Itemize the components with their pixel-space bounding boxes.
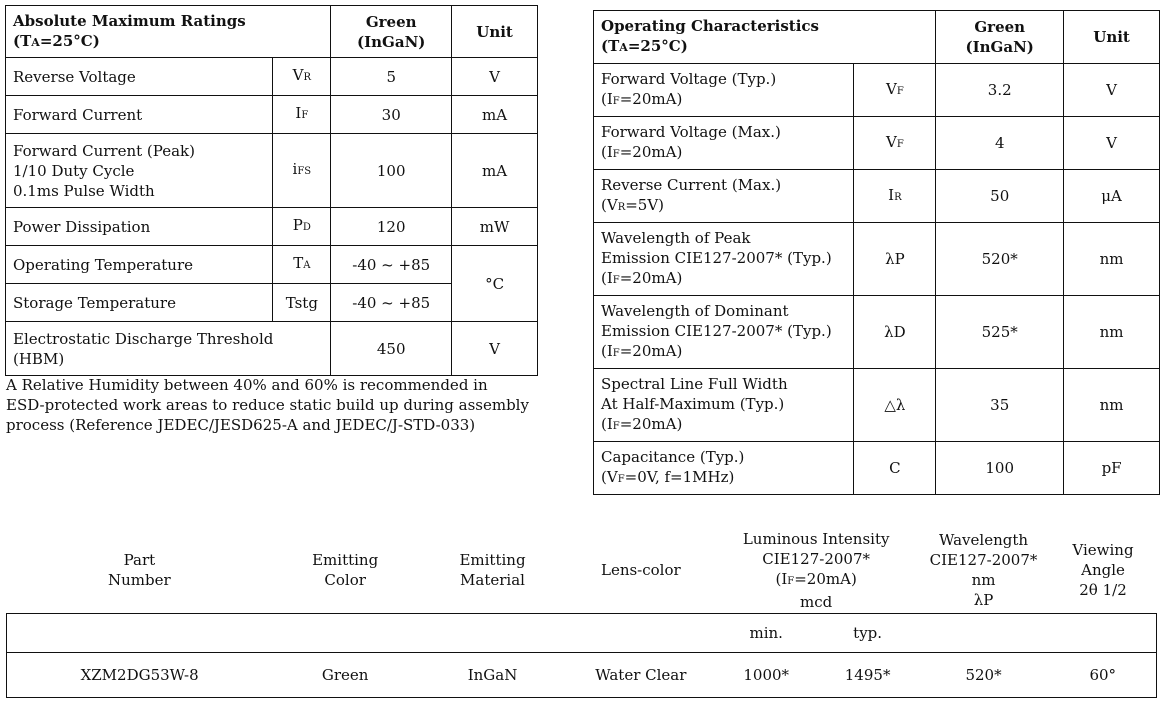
cond-post: =20mA) [619,268,683,287]
value-cell: 100 [331,134,452,208]
symbol-sub: A [303,260,311,271]
value-cell: 120 [331,208,452,246]
param-line: 1/10 Duty Cycle [13,161,135,180]
param-cell [594,223,854,296]
amr-header-row [6,6,538,58]
table-row [6,246,538,284]
symbol-cell [854,170,936,223]
oc-green-label: Green [974,18,1026,36]
cond-pre: (I [775,569,788,588]
param-condition [601,341,846,364]
oc-green-header [936,11,1064,64]
symbol-cell [273,246,331,284]
param-line: Forward Voltage (Max.) [601,122,781,141]
typ-subheader: typ. [818,614,918,653]
param-cell: Forward Current [6,96,273,134]
cond-sub: F [612,95,620,107]
param-line: At Half-Maximum (Typ.) [601,394,785,413]
symbol: I [295,104,302,122]
symbol: i [292,160,298,178]
cond-sub: F [617,473,625,485]
esd-note [6,375,546,435]
emitting-material-cell: InGaN [418,653,567,698]
param-condition [601,142,846,165]
cond-post: =20mA) [619,341,683,360]
note-line: ESD-protected work areas to reduce static build up during assembly [6,396,529,414]
symbol: V [885,132,897,151]
emitting-material-header [418,527,567,614]
table-row [594,442,1160,495]
part-number-header [7,527,273,614]
amr-unit-header: Unit [452,6,538,58]
unit-cell: mA [452,134,538,208]
cond-sub: F [612,274,620,286]
param-cell [594,170,854,223]
param-cell [594,64,854,117]
amr-cond-pre: (T [13,31,32,50]
symbol-cell [273,58,331,96]
param-condition [601,414,846,437]
param-condition [601,89,846,112]
intensity-typ-cell: 1495* [818,653,918,698]
param-line: Reverse Current (Max.) [601,175,782,194]
param-cell: Power Dissipation [6,208,273,246]
header-line: nm [971,571,996,589]
param-condition [601,467,846,490]
viewing-angle-cell: 60° [1050,653,1157,698]
table-row [594,369,1160,442]
cond-post: =5V) [625,195,665,214]
header-line [722,569,911,592]
viewing-angle-header [1050,527,1157,614]
header-line: Luminous Intensity [742,529,890,548]
luminous-intensity-header [715,527,918,614]
oc-cond-post: =25°C) [627,37,688,55]
param-cell [594,117,854,170]
param-line: 0.1ms Pulse Width [13,181,155,200]
table-row [6,322,538,376]
unit-cell: mA [452,96,538,134]
header-line: Wavelength [939,531,1029,549]
param-cell [594,369,854,442]
cond-post: =20mA) [619,142,683,161]
param-line: Emission CIE127-2007* (Typ.) [601,248,832,267]
param-line: Forward Voltage (Typ.) [601,69,777,88]
unit-cell: V [1064,64,1160,117]
unit-cell: nm [1064,296,1160,369]
symbol: T [293,254,304,272]
table-row [7,653,1157,698]
symbol-cell [273,96,331,134]
param-cell [594,442,854,495]
operating-characteristics-table [593,10,1160,495]
cond-post: =20mA) [794,569,857,588]
wavelength-cell: 520* [918,653,1050,698]
value-cell: 50 [936,170,1064,223]
cond-pre: (V [601,467,618,486]
value-cell: -40 ~ +85 [331,284,452,322]
cond-pre: (I [601,89,613,108]
symbol-cell [273,208,331,246]
value-cell: 100 [936,442,1064,495]
header-line: Emitting [459,551,526,569]
param-line: Forward Current (Peak) [13,141,195,160]
param-line: Emission CIE127-2007* (Typ.) [601,321,832,340]
unit-cell: V [452,322,538,376]
cond-post: =20mA) [619,414,683,433]
cond-pre: (I [601,268,613,287]
cond-post: =0V, f=1MHz) [624,467,735,486]
empty-cell [1050,614,1157,653]
parts-header-row [7,527,1157,614]
symbol-sub: F [896,85,904,97]
table-row [6,58,538,96]
unit-cell: mW [452,208,538,246]
header-line: Material [460,571,525,589]
value-cell: 525* [936,296,1064,369]
value-cell: -40 ~ +85 [331,246,452,284]
amr-green-label: Green [365,12,417,31]
symbol: V [885,79,897,98]
oc-title: Operating Characteristics [601,17,820,35]
param-cell [6,134,273,208]
header-line: Emitting [312,551,379,569]
param-cell [6,322,331,376]
empty-cell [567,614,715,653]
header-line: mcd [800,592,833,611]
header-line: CIE127-2007* [929,551,1038,569]
oc-title-cell [594,11,936,64]
symbol-cell: Tstg [273,284,331,322]
symbol-cell [854,64,936,117]
unit-cell: μA [1064,170,1160,223]
table-row [6,208,538,246]
table-row [594,117,1160,170]
symbol-cell: △λ [854,369,936,442]
param-line: Capacitance (Typ.) [601,447,745,466]
symbol-sub: F [301,110,309,121]
empty-cell [7,614,273,653]
unit-cell: nm [1064,369,1160,442]
symbol-sub: FS [297,166,312,177]
lens-color-header: Lens-color [600,561,681,579]
param-line: Spectral Line Full Width [601,374,788,393]
note-line: process (Reference JEDEC/JESD625-A and JEDEC/J-STD-033) [6,416,476,434]
lens-color-cell: Water Clear [567,653,715,698]
part-number-table [6,527,1157,698]
table-row [6,96,538,134]
oc-ingan-label: (InGaN) [965,38,1034,56]
note-line: A Relative Humidity between 40% and 60% is recommended in [6,376,488,394]
symbol-cell [273,134,331,208]
param-cell: Operating Temperature [6,246,273,284]
oc-cond-pre: (T [601,37,620,55]
header-line: Angle [1081,561,1125,579]
header-line: λP [973,591,994,609]
symbol-sub: R [894,191,902,203]
amr-ingan-label: (InGaN) [357,32,426,51]
oc-condition [601,36,928,58]
symbol: I [888,185,895,204]
param-cell: Storage Temperature [6,284,273,322]
symbol: V [292,66,304,84]
value-cell: 4 [936,117,1064,170]
oc-cond-sub: A [619,41,628,54]
unit-cell: V [452,58,538,96]
symbol-cell: λD [854,296,936,369]
amr-title-cell [6,6,331,58]
header-line: Number [108,571,171,589]
cond-sub: F [612,420,620,432]
cond-pre: (I [601,414,613,433]
symbol: P [292,216,303,234]
param-line: (HBM) [13,349,65,368]
unit-cell: V [1064,117,1160,170]
header-line: CIE127-2007* [762,549,871,568]
cond-sub: R [617,201,626,213]
empty-cell [272,614,418,653]
value-cell: 3.2 [936,64,1064,117]
value-cell: 35 [936,369,1064,442]
param-condition [601,268,846,291]
symbol-cell: λP [854,223,936,296]
wavelength-header [918,527,1050,614]
symbol-sub: F [896,138,904,150]
amr-condition [13,31,323,53]
cond-pre: (V [601,195,618,214]
cond-sub: F [612,347,620,359]
empty-cell [418,614,567,653]
param-cell [594,296,854,369]
emitting-color-header [272,527,418,614]
param-line: Wavelength of Dominant [601,301,789,320]
cond-pre: (I [601,142,613,161]
value-cell: 520* [936,223,1064,296]
cond-sub: F [787,575,795,587]
absolute-max-ratings-table [5,5,538,376]
oc-unit-header: Unit [1064,11,1160,64]
cond-pre: (I [601,341,613,360]
table-row [594,223,1160,296]
cond-sub: F [612,148,620,160]
value-cell: 30 [331,96,452,134]
amr-cond-post: =25°C) [39,31,100,50]
min-subheader: min. [715,614,818,653]
param-line: Wavelength of Peak [601,228,751,247]
parts-subheader-row [7,614,1157,653]
unit-cell: nm [1064,223,1160,296]
oc-header-row [594,11,1160,64]
symbol-sub: D [302,222,311,233]
amr-green-header [331,6,452,58]
symbol-cell: C [854,442,936,495]
unit-cell: pF [1064,442,1160,495]
symbol-sub: R [303,72,311,83]
amr-title: Absolute Maximum Ratings [13,11,246,30]
header-line: Viewing [1072,541,1134,559]
header-line: 2θ 1/2 [1079,581,1127,599]
part-number-cell: XZM2DG53W-8 [7,653,273,698]
empty-cell [918,614,1050,653]
header-line: Color [324,571,366,589]
param-condition [601,195,846,218]
table-row [594,296,1160,369]
emitting-color-cell: Green [272,653,418,698]
param-cell: Reverse Voltage [6,58,273,96]
table-row [594,64,1160,117]
header-line: Part [123,551,156,569]
table-row [594,170,1160,223]
value-cell: 5 [331,58,452,96]
param-line: Electrostatic Discharge Threshold [13,329,274,348]
symbol-cell [854,117,936,170]
unit-cell-merged: °C [452,246,538,322]
table-row [6,134,538,208]
value-cell: 450 [331,322,452,376]
cond-post: =20mA) [619,89,683,108]
amr-cond-sub: A [31,35,40,49]
intensity-min-cell: 1000* [715,653,818,698]
